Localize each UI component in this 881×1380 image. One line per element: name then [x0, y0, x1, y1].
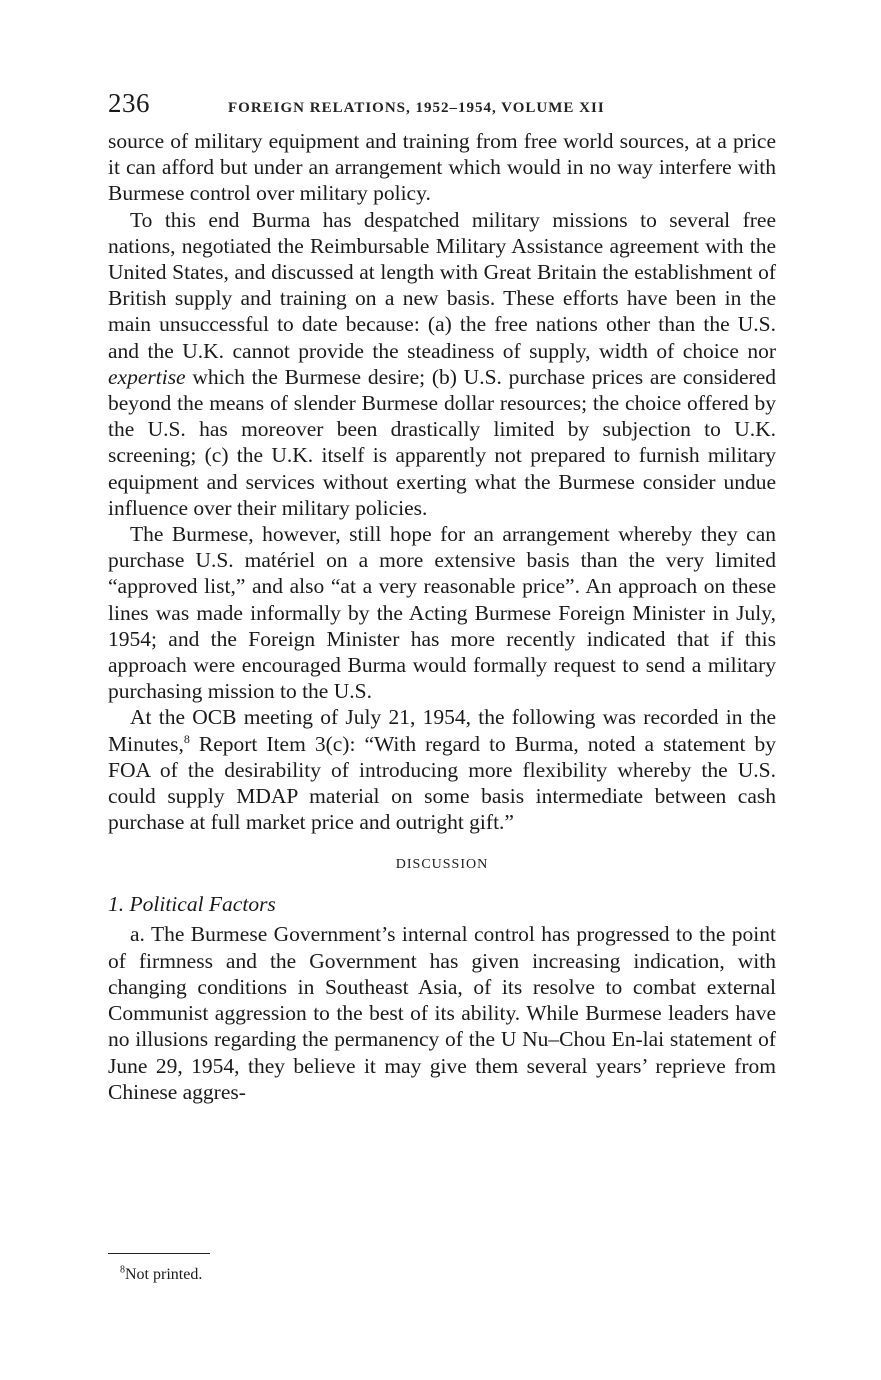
section-heading-discussion: DISCUSSION: [395, 857, 489, 873]
page-number: 236: [108, 88, 150, 118]
italic-term: expertise: [108, 364, 186, 389]
paragraph-text: a. The Burmese Government’s internal control has progressed to the point of firmness and the Government has given increasing indication, with changing conditions in Southeast Asia, of its resolve to combat external Communist aggression to the best of its ability. While Burmese leaders have no illusions regarding the permanency of the U Nu–Chou En-lai statement of June 29, 1954, they believe it may give them several years’ reprieve from Chinese aggres-: [108, 922, 776, 1104]
paragraph-burmese-hope: [108, 521, 776, 704]
footnote-text: Not printed.: [125, 1266, 203, 1283]
paragraph-ocb-meeting: [108, 704, 776, 835]
footnote-reference: 8: [183, 731, 190, 746]
paragraph-text: source of military equipment and training from free world sources, at a price it can afford but under an arrangement which would in no way interfere with Burmese control over military policy.: [108, 129, 776, 206]
footnote-divider: [108, 1253, 210, 1254]
document-page: [108, 88, 776, 1105]
paragraph-continuation: [108, 128, 776, 207]
subheading-political-factors: 1. Political Factors: [108, 892, 276, 917]
paragraph-text: which the Burmese desire; (b) U.S. purchase prices are considered beyond the means of slender Burmese dollar resources; the choice offered by the U.S. has moreover been drastically limited by subjection to U.K. screening; (c) the U.K. itself is apparently not prepared to furnish military equipment and services without exerting what the Burmese consider undue influence over their military policies.: [108, 364, 776, 520]
page-header: [108, 88, 776, 128]
paragraph-text: The Burmese, however, still hope for an arrangement whereby they can purchase U.S. matériel on a more extensive basis than the very limited “approved list,” and also “at a very reasonable price”. An approach on these lines was made informally by the Acting Burmese Foreign Minister in July, 1954; and the Foreign Minister has more recently indicated that if this approach were encouraged Burma would formally request to send a military purchasing mission to the U.S.: [108, 522, 776, 704]
paragraph-text: Report Item 3(c): “With regard to Burma, noted a statement by FOA of the desirability of introducing more flexibility whereby the U.S. could supply MDAP material on some basis intermediate between cash purchase at full market price and outright gift.”: [108, 731, 776, 835]
paragraph-burma-missions: [108, 207, 776, 521]
footnote: [120, 1265, 202, 1285]
running-head: FOREIGN RELATIONS, 1952–1954, VOLUME XII: [228, 100, 605, 116]
paragraph-text: To this end Burma has despatched military missions to several free nations, negotiated the Reimbursable Military Assistance agreement with the United States, and discussed at length with Great Britain the establishment of British supply and training on a new basis. These efforts have been in the main unsuccessful to date because: (a) the free nations other than the U.S. and the U.K. cannot provide the steadiness of supply, width of choice nor: [108, 207, 776, 363]
paragraph-text: At the OCB meeting of July 21, 1954, the following was recorded in the Minutes,: [108, 705, 776, 756]
footnote-marker: 8: [120, 1264, 125, 1276]
paragraph-political-a: [108, 921, 776, 1104]
